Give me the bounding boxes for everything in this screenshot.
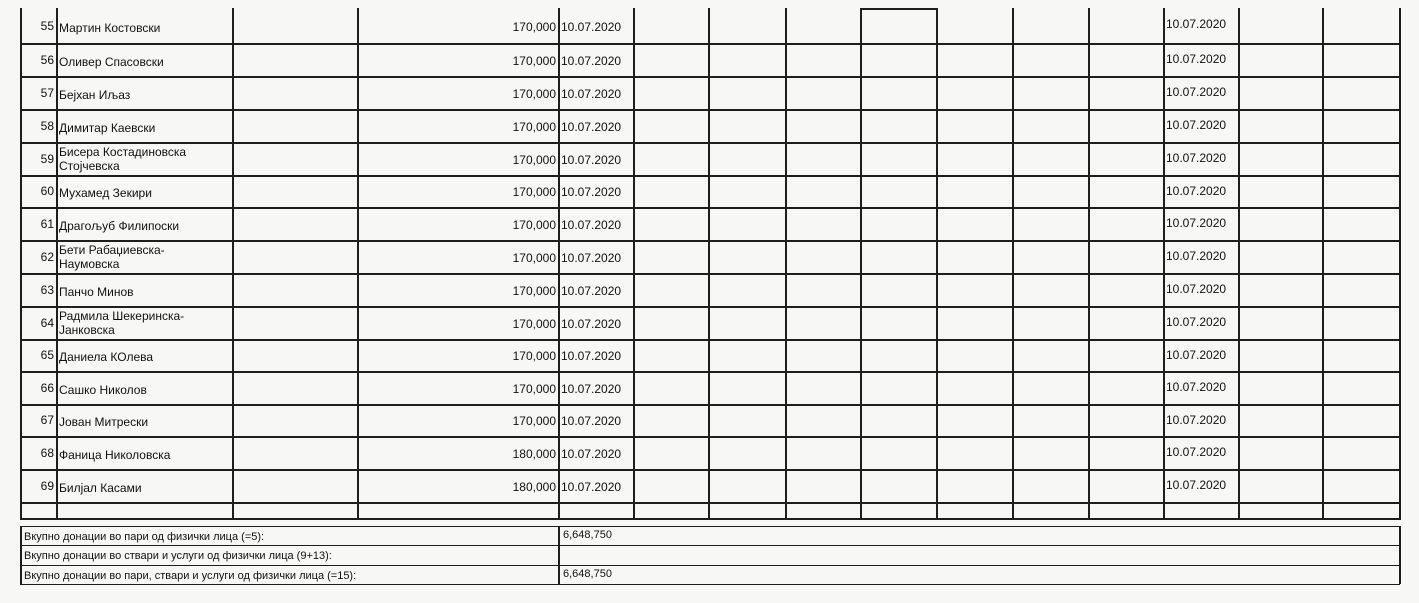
report-date: 10.07.2020	[1166, 413, 1227, 427]
grid-vline	[1163, 8, 1165, 520]
donation-date: 10.07.2020	[561, 446, 622, 461]
summary-hline	[20, 584, 1400, 585]
row-number: 59	[40, 151, 54, 166]
donation-date: 10.07.2020	[561, 119, 622, 134]
donor-name: Мартин Костовски	[59, 20, 161, 35]
grid-hline	[20, 306, 1400, 308]
donor-name: Фаница Николовска	[59, 447, 171, 462]
report-date: 10.07.2020	[1166, 216, 1227, 230]
row-number: 64	[40, 315, 54, 330]
grid-header-box	[860, 8, 938, 14]
donation-date: 10.07.2020	[561, 152, 622, 167]
donation-amount: 170,000	[512, 217, 556, 232]
row-number: 56	[40, 52, 54, 67]
row-number: 60	[40, 184, 54, 198]
donation-amount: 170,000	[512, 414, 556, 428]
donor-name: Бисера Костадиновска Стојчевска	[59, 144, 187, 173]
donation-date: 10.07.2020	[561, 349, 622, 363]
grid-vline	[633, 8, 635, 520]
grid-vline	[860, 8, 862, 520]
grid-hline	[20, 273, 1400, 275]
donation-amount: 180,000	[512, 479, 556, 494]
donor-name: Димитар Каевски	[59, 120, 156, 135]
donation-amount: 170,000	[512, 86, 556, 101]
row-number: 61	[40, 216, 54, 231]
report-date: 10.07.2020	[1166, 17, 1227, 31]
grid-vline	[1012, 8, 1014, 520]
grid-vline	[1238, 8, 1240, 520]
row-number: 63	[40, 282, 54, 297]
report-date: 10.07.2020	[1166, 478, 1227, 492]
donor-name: Драгољуб Филипоски	[59, 218, 180, 233]
donation-amount: 170,000	[512, 185, 556, 199]
donor-name: Панчо Минов	[59, 284, 134, 299]
report-date: 10.07.2020	[1166, 52, 1227, 66]
donation-date: 10.07.2020	[561, 479, 622, 494]
grid-vline	[20, 8, 22, 520]
donor-name: Билјал Касами	[59, 480, 142, 495]
donation-date: 10.07.2020	[561, 414, 622, 428]
summary-hline	[20, 545, 1400, 546]
summary-hline	[20, 526, 1400, 527]
summary-value: 6,648,750	[563, 529, 612, 541]
report-date: 10.07.2020	[1166, 118, 1227, 132]
report-date: 10.07.2020	[1166, 445, 1227, 459]
row-number: 65	[40, 348, 54, 362]
grid-hline	[20, 43, 1400, 45]
donor-name: Јован Митрески	[59, 415, 149, 429]
donation-amount: 170,000	[512, 381, 556, 396]
donation-amount: 170,000	[512, 119, 556, 134]
row-number: 58	[40, 118, 54, 133]
donation-date: 10.07.2020	[561, 283, 622, 298]
summary-vline	[1399, 526, 1401, 584]
summary-hline	[20, 565, 1400, 566]
report-date: 10.07.2020	[1166, 282, 1227, 296]
grid-vline	[708, 8, 710, 520]
grid-vline	[558, 8, 560, 520]
grid-hline	[20, 371, 1400, 373]
report-date: 10.07.2020	[1166, 348, 1227, 362]
grid-vline	[357, 8, 359, 520]
report-date: 10.07.2020	[1166, 184, 1227, 198]
donor-name: Оливер Спасовски	[59, 54, 164, 69]
report-date: 10.07.2020	[1166, 380, 1227, 394]
grid-hline	[20, 142, 1400, 144]
donation-date: 10.07.2020	[561, 86, 622, 101]
grid-vline	[56, 8, 58, 520]
donor-name: Бејхан Иљаз	[59, 87, 131, 102]
report-date: 10.07.2020	[1166, 315, 1227, 329]
donation-amount: 170,000	[512, 283, 556, 298]
summary-vline	[20, 526, 22, 584]
row-number: 67	[40, 413, 54, 427]
donation-amount: 170,000	[512, 316, 556, 331]
row-number: 55	[40, 18, 54, 33]
row-number: 62	[40, 249, 54, 264]
report-date: 10.07.2020	[1166, 151, 1227, 165]
donation-date: 10.07.2020	[561, 250, 622, 265]
grid-hline	[20, 76, 1400, 78]
donor-name: Бети Рабаџиевска-Наумовска	[59, 242, 165, 271]
grid-hline	[20, 175, 1400, 177]
grid-vline	[232, 8, 234, 520]
grid-vline	[785, 8, 787, 520]
donation-amount: 170,000	[512, 152, 556, 167]
donor-name: Радмила Шекеринска-Јанковска	[59, 308, 185, 337]
donation-amount: 170,000	[512, 53, 556, 68]
grid-hline	[20, 436, 1400, 438]
donation-date: 10.07.2020	[561, 316, 622, 331]
grid-hline	[20, 518, 1400, 520]
grid-hline	[20, 404, 1400, 406]
donation-date: 10.07.2020	[561, 381, 622, 396]
report-date: 10.07.2020	[1166, 85, 1227, 99]
row-number: 57	[40, 85, 54, 100]
donation-date: 10.07.2020	[561, 217, 622, 232]
donor-name: Мухамед Зекири	[59, 186, 152, 200]
summary-label: Вкупно донации во ствари и услуги од физички лица (9+13):	[24, 550, 332, 562]
grid-vline	[936, 8, 938, 520]
donation-amount: 170,000	[512, 250, 556, 265]
grid-hline	[20, 502, 1400, 504]
grid-vline	[1088, 8, 1090, 520]
summary-value: 6,648,750	[563, 568, 612, 580]
grid-hline	[20, 207, 1400, 209]
report-date: 10.07.2020	[1166, 249, 1227, 263]
grid-hline	[20, 109, 1400, 111]
summary-label: Вкупно донации во пари, ствари и услуги од физички лица (=15):	[24, 570, 357, 582]
donation-date: 10.07.2020	[561, 19, 622, 34]
donation-amount: 170,000	[512, 19, 556, 34]
grid-hline	[20, 469, 1400, 471]
summary-vline	[558, 526, 560, 584]
grid-hline	[20, 339, 1400, 341]
donation-amount: 170,000	[512, 349, 556, 363]
row-number: 69	[40, 478, 54, 493]
donation-date: 10.07.2020	[561, 185, 622, 199]
donor-name: Даниела КОлева	[59, 350, 154, 364]
grid-vline	[1322, 8, 1324, 520]
donation-amount: 180,000	[512, 446, 556, 461]
row-number: 66	[40, 380, 54, 395]
row-number: 68	[40, 445, 54, 460]
donor-name: Сашко Николов	[59, 382, 147, 397]
summary-label: Вкупно донации во пари од физички лица (=5):	[24, 531, 265, 543]
grid-vline	[1399, 8, 1401, 520]
grid-hline	[20, 240, 1400, 242]
donation-date: 10.07.2020	[561, 53, 622, 68]
